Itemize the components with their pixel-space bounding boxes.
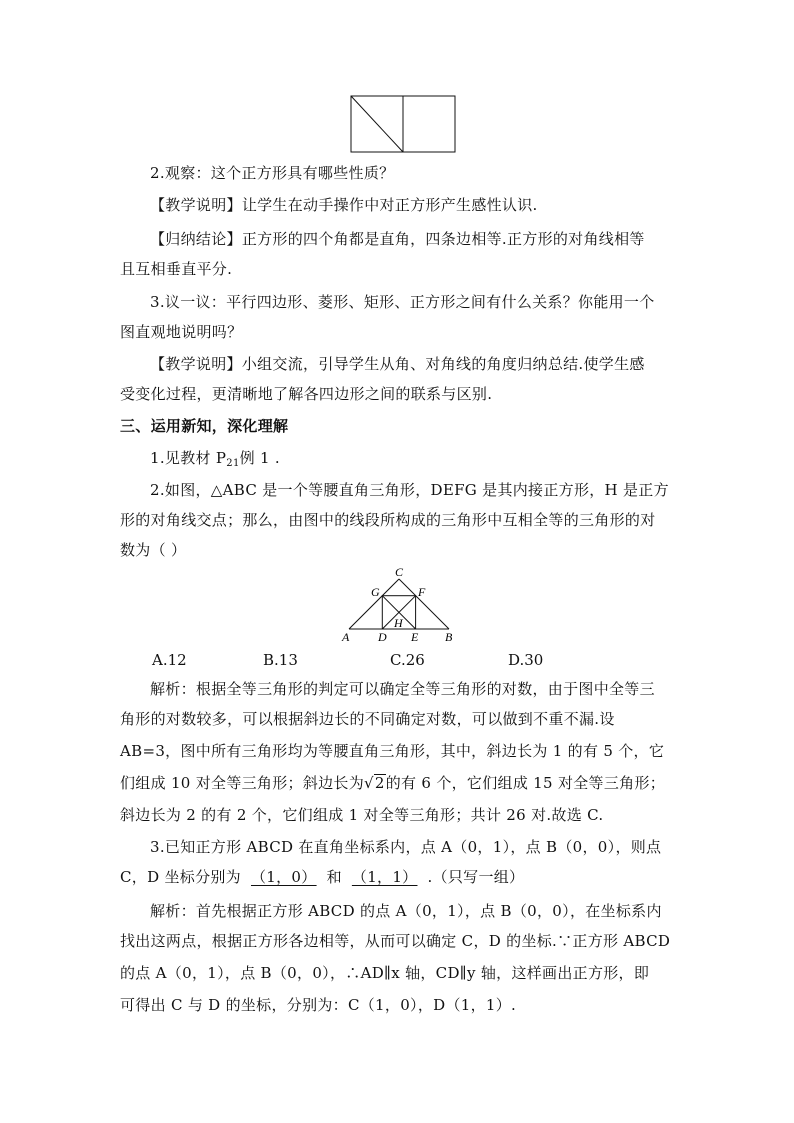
- note-text: 小组交流，引导学生从角、对角线的角度归纳总结.使学生感: [241, 355, 645, 373]
- teaching-note-1: [120, 190, 680, 221]
- example-1-subscript: 21: [226, 458, 240, 469]
- note-text: 让学生在动手操作中对正方形产生感性认识.: [241, 196, 538, 214]
- analysis-2-line-3: AB=3，图中所有三角形均为等腰直角三角形，其中，斜边长为 1 的有 5 个，它: [120, 742, 665, 760]
- section-3-heading: 三、运用新知，深化理解: [120, 417, 289, 435]
- option-d: D.30: [508, 651, 544, 669]
- example-2-line-3: 数为（ ）: [120, 541, 187, 559]
- analysis-3-line-4: 可得出 C 与 D 的坐标，分别为：C（1，0），D（1，1）.: [120, 996, 517, 1014]
- example-2-line-1: 2.如图，△ABC 是一个等腰直角三角形，DEFG 是其内接正方形，H 是正方: [150, 481, 669, 499]
- conclusion-tag: 【归纳结论】: [150, 230, 242, 248]
- label-h: H: [394, 616, 403, 630]
- label-c: C: [395, 566, 404, 579]
- item-3-discuss-line-2: 图直观地说明吗？: [120, 323, 243, 341]
- example-2-options: [152, 648, 692, 672]
- answer-blank-2: （1，1）: [351, 868, 418, 886]
- analysis-3-line-2: 找出这两点，根据正方形各边相等，从而可以确定 C，D 的坐标.∵正方形 ABCD: [120, 932, 671, 950]
- item-3-discuss-line-1: 3.议一议：平行四边形、菱形、矩形、正方形之间有什么关系？你能用一个: [150, 293, 655, 311]
- option-c: C.26: [390, 651, 425, 669]
- option-a: A.12: [152, 651, 187, 669]
- sqrt-radicand: 2: [374, 774, 385, 792]
- teaching-note-2-line-1: [120, 349, 680, 380]
- figure-right-square: [403, 96, 455, 152]
- option-b: B.13: [263, 651, 298, 669]
- label-d: D: [378, 630, 387, 644]
- example-3-post: .（只写一组）: [427, 868, 525, 886]
- sqrt-expression: √2: [364, 774, 385, 792]
- label-b: B: [445, 630, 453, 644]
- analysis-2-line-4-post: 的有 6 个，它们组成 15 对全等三角形；: [385, 774, 666, 792]
- square-diagonal-figure: [350, 95, 460, 155]
- analysis-2-line-4: [120, 768, 680, 799]
- label-f: F: [418, 585, 426, 599]
- teaching-note-2-line-2: 受变化过程，更清晰地了解各四边形之间的联系与区别.: [120, 385, 493, 403]
- answer-blank-1: （1，0）: [250, 868, 317, 886]
- example-1-pre: 1.见教材 P: [150, 449, 227, 467]
- conclusion-line-1: [120, 224, 680, 255]
- example-3-pre: C，D 坐标分别为: [120, 868, 241, 886]
- conclusion-text: 正方形的四个角都是直角，四条边相等.正方形的对角线相等: [241, 230, 645, 248]
- analysis-2-line-4-pre: 们组成 10 对全等三角形；斜边长为: [120, 774, 365, 792]
- example-3-mid: 和: [326, 868, 342, 886]
- analysis-3-line-3: 的点 A（0，1），点 B（0，0），∴AD∥x 轴，CD∥y 轴，这样画出正方形，即: [120, 964, 650, 982]
- label-e: E: [411, 630, 419, 644]
- analysis-2-line-1: 解析：根据全等三角形的判定可以确定全等三角形的对数，由于图中全等三: [150, 680, 655, 698]
- figure-diagonal: [351, 96, 403, 152]
- example-3-line-1: 3.已知正方形 ABCD 在直角坐标系内，点 A（0，1），点 B（0，0），则点: [150, 838, 662, 856]
- triangle-square-figure: [338, 566, 460, 644]
- note-tag: 【教学说明】: [150, 196, 242, 214]
- example-3-line-2: [120, 862, 680, 893]
- example-2-line-2: 形的对角线交点；那么，由图中的线段所构成的三角形中互相全等的三角形的对: [120, 511, 656, 529]
- item-2-observe: 2.观察：这个正方形具有哪些性质？: [150, 164, 395, 182]
- analysis-2-line-2: 角形的对数较多，可以根据斜边长的不同确定对数，可以做到不重不漏.设: [120, 710, 615, 728]
- label-a: A: [342, 630, 350, 644]
- conclusion-line-2: 且互相垂直平分.: [120, 260, 233, 278]
- example-1-post: 例 1 .: [239, 449, 280, 467]
- analysis-2-line-5: 斜边长为 2 的有 2 个，它们组成 1 对全等三角形；共计 26 对.故选 C.: [120, 806, 604, 824]
- note-tag: 【教学说明】: [150, 355, 242, 373]
- label-g: G: [371, 585, 380, 599]
- analysis-3-line-1: 解析：首先根据正方形 ABCD 的点 A（0，1），点 B（0，0），在坐标系内: [150, 902, 662, 920]
